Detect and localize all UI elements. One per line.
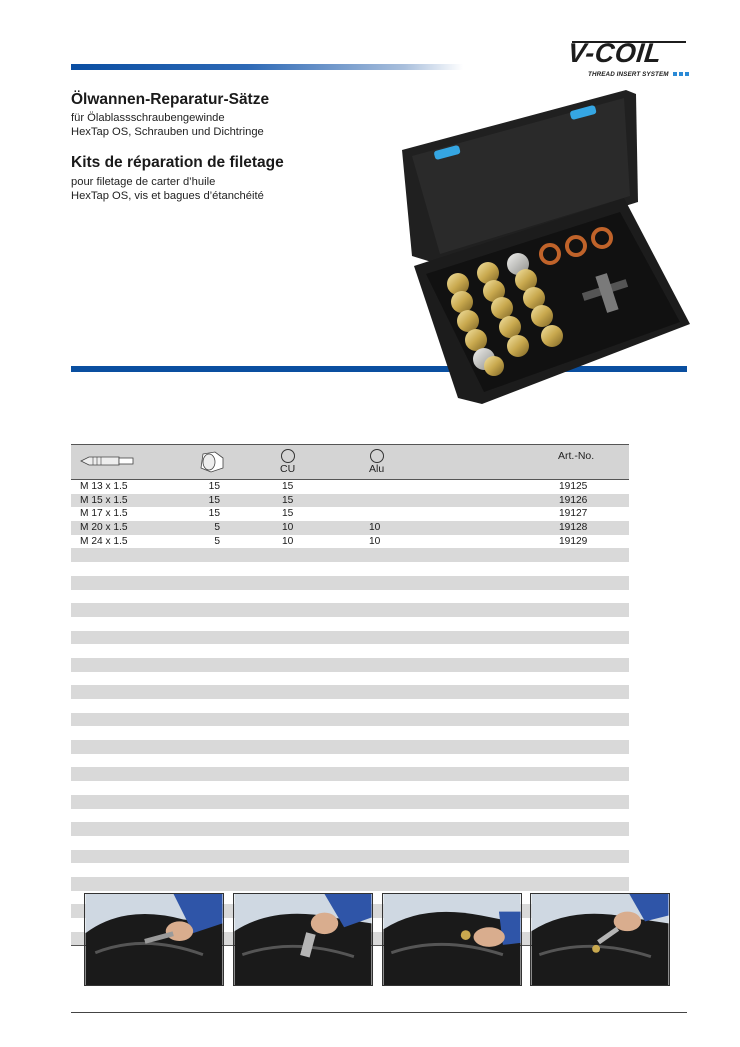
empty-row <box>71 631 629 645</box>
empty-row <box>71 850 629 864</box>
empty-row <box>71 726 629 740</box>
empty-row <box>71 795 629 809</box>
subtitle-german-2: HexTap OS, Schrauben und Dichtringe <box>71 126 264 138</box>
cell-cu: 10 <box>282 522 294 534</box>
empty-row <box>71 658 629 672</box>
table-row <box>71 480 629 494</box>
empty-row <box>71 548 629 562</box>
cell-alu: 10 <box>369 522 381 534</box>
cell-size: M 15 x 1.5 <box>80 494 128 506</box>
empty-row <box>71 672 629 686</box>
table-header <box>71 444 629 480</box>
empty-row <box>71 863 629 877</box>
subtitle-german-1: für Ölablassschraubengewinde <box>71 112 225 124</box>
header-alu: Alu <box>369 463 385 475</box>
empty-row <box>71 877 629 891</box>
subtitle-french-1: pour filetage de carter d’huile <box>71 176 216 188</box>
cell-art-no: 19128 <box>559 522 588 534</box>
cell-cu: 15 <box>282 494 294 506</box>
empty-row <box>71 562 629 576</box>
title-french: Kits de réparation de filetage <box>71 154 284 171</box>
cell-screws: 5 <box>214 535 220 547</box>
table-row <box>71 494 629 508</box>
empty-row <box>71 822 629 836</box>
empty-row <box>71 809 629 823</box>
empty-row <box>71 590 629 604</box>
logo-dots <box>673 72 689 76</box>
logo-brand: V-COIL <box>566 38 664 68</box>
cell-screws: 15 <box>208 508 220 520</box>
step-photo-2 <box>233 893 373 986</box>
footer-rule <box>71 1012 687 1013</box>
empty-row <box>71 836 629 850</box>
step-photo-4 <box>530 893 670 986</box>
aluminium-ring-icon <box>369 448 385 464</box>
cell-art-no: 19127 <box>559 508 588 520</box>
table-row <box>71 521 629 535</box>
empty-row <box>71 603 629 617</box>
empty-row <box>71 685 629 699</box>
step-photo-1 <box>84 893 224 986</box>
empty-row <box>71 713 629 727</box>
cell-size: M 17 x 1.5 <box>80 508 128 520</box>
empty-row <box>71 617 629 631</box>
product-table <box>71 444 629 946</box>
cell-art-no: 19129 <box>559 535 588 547</box>
v-coil-logo <box>566 38 690 82</box>
empty-row <box>71 754 629 768</box>
header-cu: CU <box>280 463 296 475</box>
cell-art-no: 19125 <box>559 481 588 492</box>
cell-screws: 15 <box>208 494 220 506</box>
header-art-no: Art.-No. <box>558 450 595 462</box>
empty-row <box>71 644 629 658</box>
cell-size: M 20 x 1.5 <box>80 522 128 534</box>
cell-size: M 13 x 1.5 <box>80 481 128 492</box>
plug-screw-icon <box>197 450 227 474</box>
cell-art-no: 19126 <box>559 494 588 506</box>
cell-screws: 15 <box>208 481 220 492</box>
step-photo-3 <box>382 893 522 986</box>
cell-cu: 10 <box>282 535 294 547</box>
empty-row <box>71 576 629 590</box>
logo-tagline: THREAD INSERT SYSTEM <box>588 71 669 78</box>
empty-row <box>71 699 629 713</box>
product-case-image <box>398 86 692 410</box>
empty-row <box>71 767 629 781</box>
table-row <box>71 535 629 549</box>
empty-row <box>71 740 629 754</box>
copper-ring-icon <box>280 448 296 464</box>
tap-icon <box>79 454 135 468</box>
cell-cu: 15 <box>282 481 294 492</box>
cell-alu: 10 <box>369 535 381 547</box>
title-german: Ölwannen-Reparatur-Sätze <box>71 91 270 108</box>
cell-cu: 15 <box>282 508 294 520</box>
table-row <box>71 507 629 521</box>
empty-row <box>71 781 629 795</box>
subtitle-french-2: HexTap OS, vis et bagues d’étanchéité <box>71 190 264 202</box>
cell-size: M 24 x 1.5 <box>80 535 128 547</box>
cell-screws: 5 <box>214 522 220 534</box>
header-gradient-rule <box>71 64 463 70</box>
